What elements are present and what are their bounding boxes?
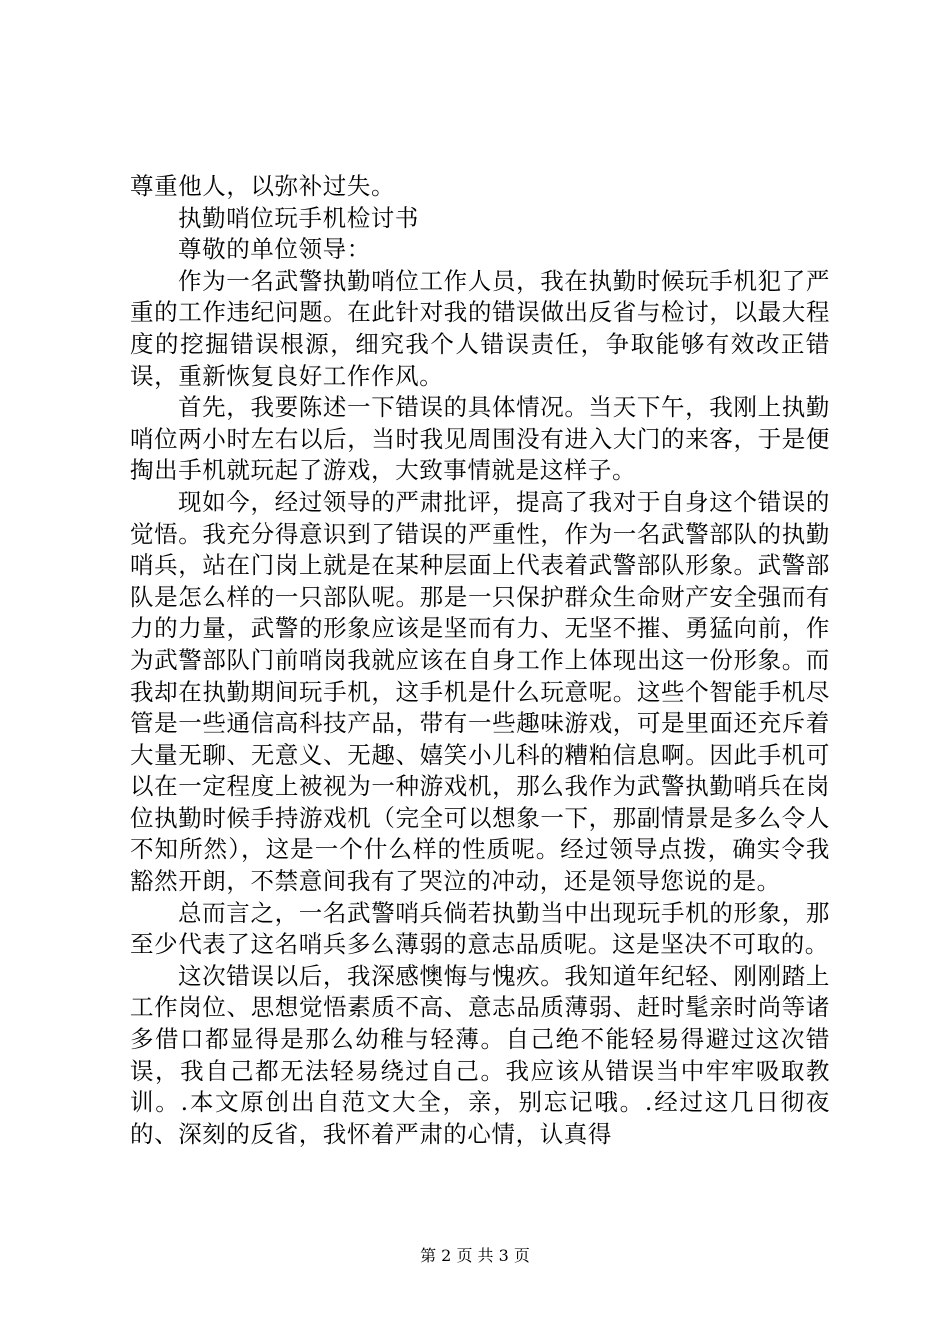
paragraph-remorse: 这次错误以后，我深感懊悔与愧疚。我知道年纪轻、刚刚踏上工作岗位、思想觉悟素质不高、意志品质薄弱、赶时髦亲时尚等诸多借口都显得是那么幼稚与轻薄。自己绝不能轻易得避过这次错误，我自己都无法轻易绕过自己。我应该从错误当中牢牢吸取教训。.本文原创出自范文大全，亲，别忘记哦。.经过这几日彻夜的、深刻的反省，我怀着严肃的心情，认真得: [130, 961, 830, 1148]
paragraph-summary: 总而言之，一名武警哨兵倘若执勤当中出现玩手机的形象，那至少代表了这名哨兵多么薄弱的意志品质呢。这是坚决不可取的。: [130, 898, 830, 959]
page-footer: 第 2 页 共 3 页: [420, 1246, 530, 1265]
paragraph-title: 执勤哨位玩手机检讨书: [178, 203, 419, 232]
paragraph-intro: 作为一名武警执勤哨位工作人员，我在执勤时候玩手机犯了严重的工作违纪问题。在此针对我的错误做出反省与检讨，以最大程度的挖掘错误根源，细究我个人错误责任，争取能够有效改正错误，重新恢复良好工作作风。: [130, 266, 830, 390]
paragraph-continuation: 尊重他人，以弥补过失。: [130, 172, 396, 200]
document-body: [130, 171, 830, 1150]
paragraph-salutation: 尊敬的单位领导：: [178, 235, 371, 264]
paragraph-situation: 首先，我要陈述一下错误的具体情况。当天下午，我刚上执勤哨位两小时左右以后，当时我见周围没有进入大门的来客，于是便掏出手机就玩起了游戏，大致事情就是这样子。: [130, 393, 830, 485]
paragraph-reflection: 现如今，经过领导的严肃批评，提高了我对于自身这个错误的觉悟。我充分得意识到了错误的严重性，作为一名武警部队的执勤哨兵，站在门岗上就是在某种层面上代表着武警部队形象。武警部队是怎么样的一只部队呢。那是一只保护群众生命财产安全强而有力的力量，武警的形象应该是坚而有力、无坚不摧、勇猛向前，作为武警部队门前哨岗我就应该在自身工作上体现出这一份形象。而我却在执勤期间玩手机，这手机是什么玩意呢。这些个智能手机尽管是一些通信高科技产品，带有一些趣味游戏，可是里面还充斥着大量无聊、无意义、无趣、嬉笑小儿科的糟粕信息啊。因此手机可以在一定程度上被视为一种游戏机，那么我作为武警执勤哨兵在岗位执勤时候手持游戏机（完全可以想象一下，那副情景是多么令人不知所然），这是一个什么样的性质呢。经过领导点拨，确实令我豁然开朗，不禁意间我有了哭泣的冲动，还是领导您说的是。: [130, 487, 830, 896]
